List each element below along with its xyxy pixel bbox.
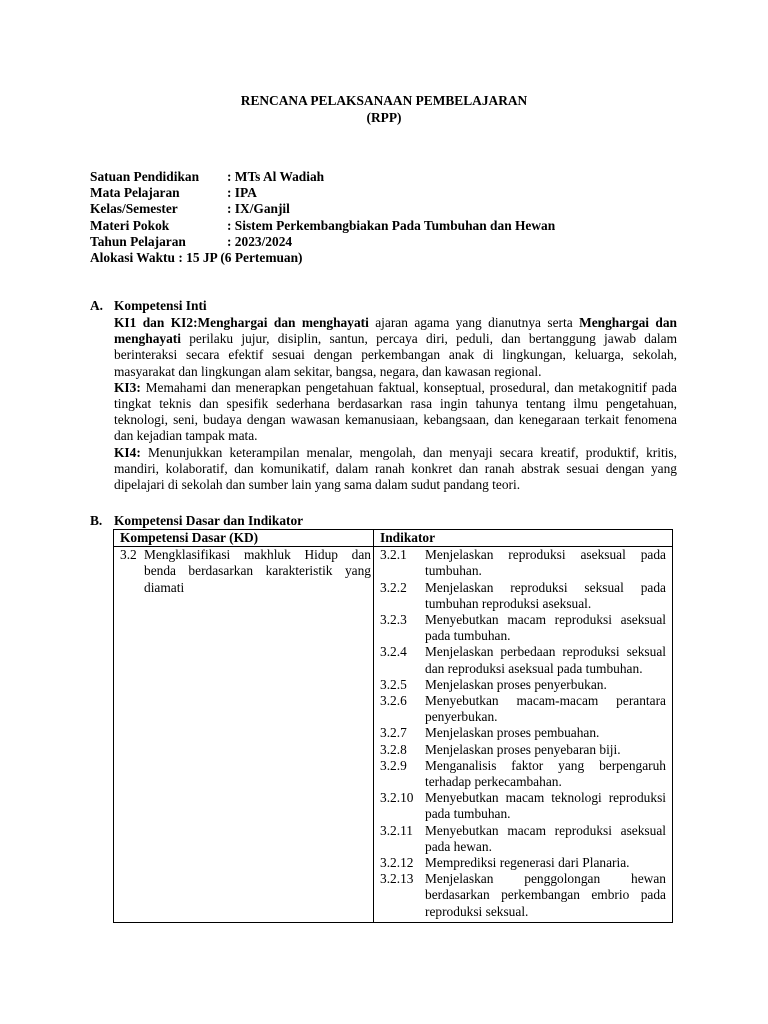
info-label: Satuan Pendidikan [90, 169, 200, 184]
indikator-text: Menyebutkan macam reproduksi aseksual pada hewan. [425, 822, 666, 854]
ki4-paragraph [114, 445, 677, 494]
ki3-paragraph [114, 380, 677, 445]
indikator-cell [374, 547, 673, 923]
table-header-row [114, 530, 673, 547]
ki4-label: KI4: [114, 444, 141, 460]
section-title: Kompetensi Inti [114, 298, 207, 313]
indikator-item [380, 644, 666, 676]
indikator-item [380, 742, 666, 758]
info-row [90, 218, 555, 234]
section-letter: B. [90, 513, 103, 528]
ki12-emphasis: Menghargai dan menghayati [114, 315, 678, 347]
ki3-text: Memahami dan menerapkan pengetahuan faktual, konseptual, prosedural, dan metakognitif pada tingkat teknis dan spesifik sederhana berdasarkan rasa ingin tahunya tentang ilmu pengetahuan, teknologi, seni, budaya dengan wawasan kemanusiaan, kebangsaan, dan kenegaraan terkait fenomena dan kejadian tampak mata. [114, 379, 677, 444]
indikator-number: 3.2.2 [380, 579, 407, 595]
ki3-label: KI3: [114, 379, 141, 395]
ki12-label: KI1 dan KI2: [114, 315, 198, 330]
ki4-text: Menunjukkan keterampilan menalar, mengolah, dan menyaji secara kreatif, produktif, kritis, mandiri, kolaboratif, dan komunikatif, dalam ranah konkret dan ranah abstrak sesuai dengan yang dipelajari di sekolah dan sumber lain yang sama dalam sudut pandang teori. [114, 444, 677, 493]
info-row [90, 234, 555, 250]
indikator-number: 3.2.5 [380, 676, 407, 692]
info-label: Materi Pokok [90, 217, 170, 233]
kd-indikator-table [113, 529, 673, 923]
indikator-number: 3.2.13 [380, 871, 414, 887]
kd-number: 3.2 [120, 547, 137, 563]
indikator-item [380, 580, 666, 612]
indikator-item [380, 871, 666, 920]
indikator-item [380, 790, 666, 822]
alokasi-waktu: Alokasi Waktu : 15 JP (6 Pertemuan) [90, 249, 303, 265]
info-label: Kelas/Semester [90, 201, 178, 217]
indikator-item [380, 612, 666, 644]
indikator-number: 3.2.3 [380, 612, 407, 628]
info-value: : Sistem Perkembangbiakan Pada Tumbuhan dan Hewan [227, 217, 556, 233]
info-label: Mata Pelajaran [90, 185, 180, 201]
indikator-number: 3.2.4 [380, 644, 407, 660]
indikator-number: 3.2.7 [380, 725, 407, 741]
indikator-number: 3.2.10 [380, 790, 414, 806]
section-b-heading [90, 513, 303, 529]
indikator-text: Menjelaskan reproduksi seksual pada tumbuhan reproduksi aseksual. [425, 579, 666, 611]
info-value: : IX/Ganjil [227, 201, 290, 217]
column-header-indikator: Indikator [374, 530, 673, 547]
indikator-text: Menganalisis faktor yang berpengaruh terhadap perkecambahan. [425, 757, 666, 790]
indikator-number: 3.2.11 [380, 822, 413, 838]
indikator-number: 3.2.9 [380, 757, 407, 773]
indikator-text: Menjelaskan penggolongan hewan berdasarkan perkembangan embrio pada reproduksi seksual. [425, 871, 666, 919]
kd-cell [114, 547, 374, 923]
column-header-kd: Kompetensi Dasar (KD) [114, 530, 374, 547]
info-value: : MTs Al Wadiah [227, 169, 325, 184]
info-label: Tahun Pelajaran [90, 233, 186, 249]
info-value: : IPA [227, 185, 257, 201]
indikator-number: 3.2.1 [380, 547, 407, 563]
indikator-item [380, 725, 666, 741]
section-letter: A. [90, 298, 104, 313]
info-row [90, 201, 555, 217]
indikator-number: 3.2.12 [380, 855, 414, 871]
section-title: Kompetensi Dasar dan Indikator [114, 513, 304, 528]
ki12-text: perilaku jujur, disiplin, santun, percaya diri, peduli, dan bertanggung jawab dalam berinteraksi secara efektif sesuai dengan perkembangan anak di lingkungan, keluarga, sekolah, masyarakat dan lingkungan alam sekitar, bangsa, negara, dan kawasan regional. [114, 331, 677, 379]
indikator-item [380, 677, 666, 693]
indikator-text: Menjelaskan proses penyerbukan. [425, 676, 607, 692]
indikator-item [380, 693, 666, 725]
kd-text: Mengklasifikasi makhluk Hidup dan benda berdasarkan karakteristik yang diamati [144, 547, 371, 595]
document-title: RENCANA PELAKSANAAN PEMBELAJARAN [240, 93, 528, 108]
indikator-item [380, 547, 666, 579]
ki1-ki2-paragraph [114, 315, 677, 380]
indikator-item [380, 855, 666, 871]
info-value: : 2023/2024 [227, 233, 293, 249]
ki12-emphasis: Menghargai dan menghayati [197, 315, 369, 330]
indikator-text: Menjelaskan proses penyebaran biji. [425, 741, 621, 757]
table-row [114, 547, 673, 923]
indikator-item [380, 758, 666, 790]
indikator-text: Menyebutkan macam teknologi reproduksi pada tumbuhan. [425, 790, 666, 822]
info-row [90, 169, 555, 185]
section-a-heading [90, 298, 207, 314]
indikator-item [380, 823, 666, 855]
indikator-list [374, 547, 672, 922]
indikator-text: Memprediksi regenerasi dari Planaria. [425, 855, 630, 871]
info-row [90, 185, 555, 201]
identity-block [90, 169, 555, 266]
document-subtitle: (RPP) [366, 110, 402, 125]
indikator-text: Menyebutkan macam reproduksi aseksual pada tumbuhan. [425, 612, 666, 644]
indikator-text: Menjelaskan perbedaan reproduksi seksual dan reproduksi aseksual pada tumbuhan. [425, 644, 666, 676]
kompetensi-inti-text [114, 315, 677, 493]
indikator-number: 3.2.8 [380, 741, 407, 757]
indikator-number: 3.2.6 [380, 693, 407, 709]
ki12-text: ajaran agama yang dianutnya serta [368, 315, 580, 330]
indikator-text: Menjelaskan proses pembuahan. [425, 725, 600, 741]
indikator-text: Menjelaskan reproduksi aseksual pada tumbuhan. [425, 547, 666, 579]
indikator-text: Menyebutkan macam-macam perantara penyerbukan. [425, 693, 666, 725]
